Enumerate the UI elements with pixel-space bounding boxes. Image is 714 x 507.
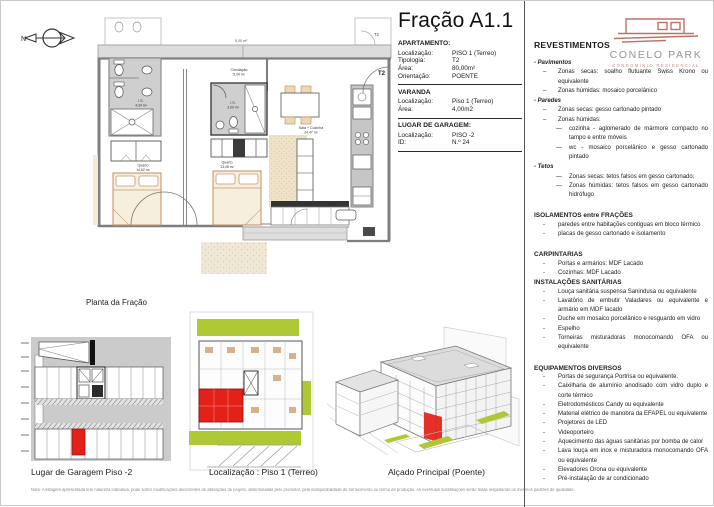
info-label: Orientação: bbox=[398, 72, 431, 80]
spec-item-text: Duche em mosaico porcelânico e resguardo em vidro bbox=[558, 316, 701, 323]
info-row bbox=[398, 98, 522, 106]
bedroom-2 bbox=[211, 139, 267, 225]
spec-item bbox=[534, 230, 708, 239]
revestimentos-list bbox=[534, 58, 708, 484]
spec-item bbox=[534, 447, 708, 466]
location-caption: Localização : Piso 1 (Terreo) bbox=[209, 467, 318, 477]
info-label: Área: bbox=[398, 64, 414, 72]
spec-item bbox=[534, 269, 708, 278]
varanda-heading: VARANDA bbox=[398, 88, 431, 96]
spec-section-heading: CARPINTARIAS bbox=[534, 251, 583, 259]
north-compass-icon bbox=[21, 19, 79, 57]
spec-section-heading: - Tetos bbox=[534, 164, 554, 171]
info-label: Tipologia: bbox=[398, 57, 426, 65]
compass-north-label: N bbox=[21, 36, 27, 43]
spec-item-text: Caixilharia de alumínio anodisado com vidro duplo e corte térmico bbox=[558, 383, 708, 399]
spec-item-bullet: — bbox=[556, 182, 562, 189]
bathroom-1 bbox=[109, 58, 161, 136]
revestimentos-heading: REVESTIMENTOS bbox=[534, 40, 610, 50]
info-label: ID: bbox=[398, 139, 407, 147]
logo-name: CONELO PARK bbox=[609, 49, 703, 61]
spec-item-bullet: - bbox=[543, 401, 545, 408]
room-area: 13,08 m² bbox=[220, 165, 234, 169]
balcony bbox=[243, 227, 347, 240]
spec-item-bullet: - bbox=[543, 288, 545, 295]
spec-item bbox=[534, 325, 708, 334]
room-area: 3,00 m² bbox=[227, 105, 239, 110]
spec-item-text: Videoporteiro bbox=[558, 429, 594, 436]
spec-item bbox=[534, 419, 708, 428]
spec-item-bullet: - bbox=[543, 429, 545, 436]
info-row bbox=[398, 139, 522, 147]
spec-item-text: paredes entre habitações contiguas em bloco térmico bbox=[558, 221, 701, 228]
info-row bbox=[398, 57, 522, 65]
spec-item-bullet: - bbox=[543, 325, 545, 332]
spec-item bbox=[534, 373, 708, 382]
spec-item-text: Portas de segurança Portrisa ou equivalente. bbox=[558, 373, 679, 380]
spec-item-text: Material elétrico de manobra da EFAPEL ou equivalente bbox=[558, 411, 708, 418]
info-row bbox=[398, 132, 522, 140]
info-value: 4,00m2 bbox=[452, 106, 474, 114]
spec-item bbox=[534, 260, 708, 269]
spec-item-bullet: — bbox=[556, 126, 562, 133]
info-label: Localização: bbox=[398, 49, 434, 57]
sink bbox=[336, 210, 356, 220]
room-label: Circulação bbox=[230, 68, 248, 72]
side-wing bbox=[336, 370, 398, 436]
spec-item-text: Zonas húmidas: tetos falsos em gesso cartonado hidrófugo bbox=[569, 182, 708, 199]
counter-end bbox=[363, 227, 375, 236]
spec-item-text: Cozinhas: MDF Lacado bbox=[558, 269, 621, 276]
spec-item bbox=[534, 116, 708, 125]
spec-item-bullet: - bbox=[543, 260, 545, 267]
info-label: Localização: bbox=[398, 131, 434, 139]
spec-item-bullet: - bbox=[543, 448, 545, 455]
spec-item-text: Elevadores Orona ou equivalente bbox=[558, 466, 648, 473]
spec-item bbox=[534, 429, 708, 438]
spec-item bbox=[534, 315, 708, 324]
spec-item-text: Louça sanitária suspensa Sanindusa ou equivalente bbox=[558, 288, 697, 295]
info-value: 80,00m² bbox=[452, 64, 476, 72]
garage-plan-drawing bbox=[19, 325, 175, 467]
upper-area-label: 5,00 m² bbox=[235, 39, 248, 43]
spec-item bbox=[534, 87, 708, 96]
spec-section-heading: ISOLAMENTOS entre FRAÇÕES bbox=[534, 212, 633, 220]
title-block bbox=[398, 9, 522, 156]
spec-item bbox=[534, 221, 708, 230]
common-corridor bbox=[98, 45, 391, 58]
panel-divider bbox=[524, 1, 525, 507]
neighbor-room-hint bbox=[93, 155, 98, 225]
spec-item bbox=[534, 173, 708, 182]
spec-item bbox=[534, 288, 708, 297]
spec-item-text: Portas e armários: MDF Lacado bbox=[558, 260, 644, 267]
spec-section-heading: - Paredes bbox=[534, 98, 562, 105]
room-area: 24,47 m² bbox=[304, 130, 318, 135]
spec-item-bullet: - bbox=[543, 221, 545, 228]
room-area: 14,62 m² bbox=[136, 168, 150, 172]
living-dining bbox=[269, 86, 323, 207]
parking-row-bottom bbox=[35, 429, 163, 459]
spec-item-text: Eletrodomésticos Candy ou equivalente bbox=[558, 401, 664, 408]
assigned-parking-space bbox=[72, 429, 85, 455]
planta-fracao-label: Planta da Fração bbox=[86, 298, 147, 307]
info-value: T2 bbox=[452, 57, 460, 65]
room-label: Sala + Cozinha bbox=[298, 126, 324, 130]
highlighted-fraction bbox=[199, 389, 243, 422]
spec-item-text: Pré-instalação de ar condicionado bbox=[558, 476, 649, 483]
spec-item-text: Aquecimento das águas sanitárias por bomba de calor bbox=[558, 438, 704, 445]
spec-item bbox=[534, 106, 708, 115]
divider bbox=[398, 151, 522, 152]
room-label: I.S. bbox=[138, 99, 144, 103]
logo-subtitle: CONDOMÍNIO RESIDENCIAL bbox=[612, 62, 700, 68]
spec-item-text: Lava louça em inox e misturadora monocomando OFA ou equivalente bbox=[558, 448, 708, 464]
garage-caption: Lugar de Garagem Piso -2 bbox=[31, 467, 133, 477]
spec-item-bullet: – bbox=[543, 116, 547, 123]
garagem-heading: LUGAR DE GARAGEM: bbox=[398, 122, 471, 130]
info-row bbox=[398, 50, 522, 58]
divider bbox=[398, 118, 522, 119]
spec-item-text: Torneiras misturadoras monocomando OFA ou equivalente bbox=[558, 335, 708, 351]
spec-item-bullet: – bbox=[543, 107, 547, 114]
spec-item bbox=[534, 182, 708, 201]
room-label: Quarto bbox=[137, 163, 149, 168]
spec-item-bullet: - bbox=[543, 316, 545, 323]
floor-plan-drawing bbox=[93, 5, 393, 277]
spec-item bbox=[534, 410, 708, 419]
info-row bbox=[398, 73, 522, 81]
spec-item bbox=[534, 334, 708, 353]
spec-item-bullet: - bbox=[543, 411, 545, 418]
spec-item-text: Lavatório de embutir Valadares ou equivalente e armário em MDF lacado bbox=[558, 297, 708, 314]
spec-item-text: Zonas secas: gesso cartonado pintado bbox=[558, 107, 662, 114]
spec-item-bullet: - bbox=[543, 476, 545, 483]
apartamento-section bbox=[398, 40, 522, 80]
spec-item bbox=[534, 438, 708, 447]
garagem-section bbox=[398, 122, 522, 147]
footnote: Nota: A listagem apresentada tem natureza indicativa, pode sofrer modificações decorrentes de alterações de projeto, determinadas pelo promotor, pela indisponibilidade de fornecimento ou termo de produção. As eventuais substituições serão feitas respeitando os mesmos padrões de qualidade. bbox=[31, 488, 575, 493]
info-value: PISO -2 bbox=[452, 131, 475, 139]
highlighted-fraction-elevation bbox=[424, 412, 442, 443]
sofa bbox=[297, 139, 313, 203]
main-building bbox=[381, 346, 511, 444]
garden-strip-top bbox=[197, 319, 299, 336]
spec-item bbox=[534, 297, 708, 316]
logo-building-icon bbox=[606, 9, 706, 43]
apartamento-heading: APARTAMENTO: bbox=[398, 40, 451, 47]
bedroom-1 bbox=[111, 141, 161, 225]
spec-item-bullet: - bbox=[543, 383, 545, 390]
spec-item-bullet: - bbox=[543, 297, 545, 304]
specs-panel bbox=[530, 1, 711, 507]
spec-item-bullet: — bbox=[556, 173, 562, 180]
info-value: Piso 1 (Terreo) bbox=[452, 98, 494, 106]
spec-item-text: cozinha - aglomerado de mármore compacto no tampo e entre móveis bbox=[569, 126, 708, 142]
kitchen-appliance-column bbox=[351, 85, 373, 207]
neighbor-unit-label: T2 bbox=[374, 32, 379, 37]
divider bbox=[398, 84, 522, 85]
spec-item-text: placas de gesso cartonado e isolamento bbox=[558, 231, 666, 238]
garden-strip-right bbox=[302, 381, 311, 415]
spec-section-heading: INSTALAÇÕES SANITÁRIAS bbox=[534, 279, 622, 287]
spec-item bbox=[534, 68, 708, 87]
spec-item bbox=[534, 401, 708, 410]
info-row bbox=[398, 65, 522, 73]
stair-core bbox=[77, 367, 105, 399]
spec-item-bullet: - bbox=[543, 438, 545, 445]
spec-item bbox=[534, 475, 708, 484]
spec-item-text: Espelho bbox=[558, 325, 580, 332]
spec-item bbox=[534, 144, 708, 163]
info-label: Área: bbox=[398, 106, 414, 114]
spec-item-bullet: – bbox=[543, 87, 547, 94]
room-label: I.S. bbox=[230, 101, 236, 105]
spec-item bbox=[534, 382, 708, 401]
upper-neighbor-rooms bbox=[105, 18, 391, 45]
spec-item-bullet: – bbox=[543, 69, 547, 76]
spec-item-text: Zonas húmidas: mosaico porcelânico bbox=[558, 87, 658, 94]
spec-item-bullet: - bbox=[543, 420, 545, 427]
info-label: Localização: bbox=[398, 98, 434, 106]
location-plan-drawing bbox=[189, 311, 314, 471]
room-area: 4,34 m² bbox=[135, 103, 147, 108]
spec-item-bullet: - bbox=[543, 373, 545, 380]
spec-item-text: Zonas secas: soalho flutuante Swiss Krono ou equivalente bbox=[558, 69, 708, 85]
axonometric-view-drawing bbox=[326, 324, 522, 467]
spec-item-text: Projetores de LED bbox=[558, 420, 608, 427]
spec-item-bullet: - bbox=[543, 231, 545, 238]
spec-item-bullet: - bbox=[543, 269, 545, 276]
elevation-caption: Alçado Principal (Poente) bbox=[388, 467, 485, 477]
unit-type-label: T2 bbox=[378, 71, 386, 77]
info-value: PISO 1 (Terreo) bbox=[452, 49, 497, 57]
info-value: POENTE bbox=[452, 72, 478, 80]
info-row bbox=[398, 106, 522, 114]
spec-item-text: Zonas secas: tetos falsos em gesso cartonado; bbox=[569, 173, 695, 180]
room-label: Quarto bbox=[221, 160, 233, 165]
fraction-title: Fração A1.1 bbox=[398, 9, 514, 32]
room-area: 5,04 m² bbox=[233, 72, 245, 77]
exterior-ground bbox=[201, 242, 267, 274]
info-value: N.º 24 bbox=[452, 139, 470, 147]
spec-section-heading: EQUIPAMENTOS DIVERSOS bbox=[534, 364, 622, 372]
spec-item-bullet: - bbox=[543, 335, 545, 342]
garden-strip-bottom bbox=[189, 431, 301, 445]
bathroom-2 bbox=[211, 83, 267, 135]
spec-item bbox=[534, 466, 708, 475]
section-ticks bbox=[21, 343, 29, 451]
varanda-section bbox=[398, 89, 522, 114]
spec-item-bullet: — bbox=[556, 144, 562, 151]
spec-item bbox=[534, 125, 708, 144]
spec-item-bullet: - bbox=[543, 466, 545, 473]
spec-item-text: wc - mosaico porcelânico e gesso cartonado pintado bbox=[569, 144, 708, 160]
spec-item-text: Zonas húmidas: bbox=[558, 116, 601, 123]
spec-section-heading: - Pavimentos bbox=[534, 60, 572, 66]
